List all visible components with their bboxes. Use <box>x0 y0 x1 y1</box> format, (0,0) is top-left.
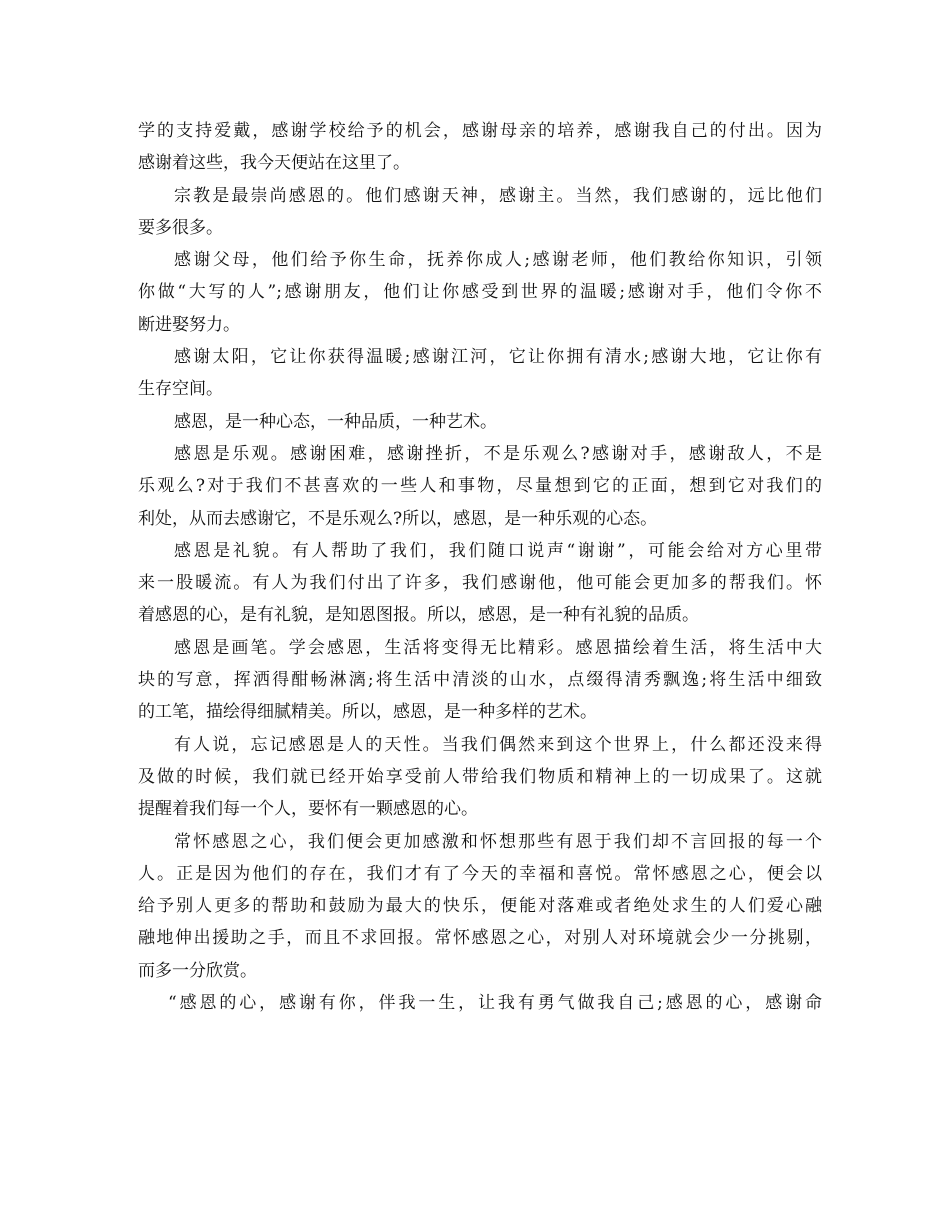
text-line: 有人说，忘记感恩是人的天性。当我们偶然来到这个世界上，什么都还没来得 <box>174 734 822 755</box>
text-line: 的工笔，描绘得细腻精美。所以，感恩，是一种多样的艺术。 <box>138 702 597 723</box>
text-line: 乐观么?对于我们不甚喜欢的一些人和事物，尽量想到它的正面，想到它对我们的 <box>138 476 822 497</box>
text-line: 着感恩的心，是有礼貌，是知恩图报。所以，感恩，是一种有礼貌的品质。 <box>138 605 699 626</box>
text-line: 学的支持爱戴，感谢学校给予的机会，感谢母亲的培养，感谢我自己的付出。因为 <box>138 121 822 141</box>
paragraph <box>138 826 822 987</box>
text-line: 感恩是礼貌。有人帮助了我们，我们随口说声“谢谢”，可能会给对方心里带 <box>174 540 822 561</box>
text-line: 人。正是因为他们的存在，我们才有了今天的幸福和喜悦。常怀感恩之心，便会以 <box>138 863 822 884</box>
paragraph <box>138 438 822 535</box>
text-line: 生存空间。 <box>138 379 223 400</box>
paragraph <box>138 341 822 406</box>
text-line: 给予别人更多的帮助和鼓励为最大的快乐，便能对落难或者绝处求生的人们爱心融 <box>138 896 822 917</box>
text-line: 感恩是画笔。学会感恩，生活将变得无比精彩。感恩描绘着生活，将生活中大 <box>174 637 822 658</box>
text-line: 及做的时候，我们就已经开始享受前人带给我们物质和精神上的一切成果了。这就 <box>138 766 822 787</box>
text-line: 常怀感恩之心，我们便会更加感激和怀想那些有恩于我们却不言回报的每一个 <box>174 831 822 852</box>
text-line: 来一股暖流。有人为我们付出了许多，我们感谢他，他可能会更加多的帮我们。怀 <box>138 573 822 594</box>
body-text <box>138 115 822 1019</box>
paragraph <box>138 535 822 632</box>
paragraph <box>138 244 822 341</box>
text-line: 而多一分欣赏。 <box>138 960 257 981</box>
text-line: “感恩的心，感谢有你，伴我一生，让我有勇气做我自己;感恩的心，感谢命 <box>168 993 822 1014</box>
text-line: 宗教是最崇尚感恩的。他们感谢天神，感谢主。当然，我们感谢的，远比他们 <box>174 185 822 206</box>
text-line: 要多很多。 <box>138 217 223 238</box>
text-line: 利处，从而去感谢它，不是乐观么?所以，感恩，是一种乐观的心态。 <box>138 508 658 529</box>
paragraph <box>138 180 822 245</box>
text-line: 提醒着我们每一个人，要怀有一颗感恩的心。 <box>138 799 478 820</box>
paragraph <box>138 406 822 438</box>
text-line: 融地伸出援助之手，而且不求回报。常怀感恩之心，对别人对环境就会少一分挑剔， <box>138 928 822 949</box>
text-line: 感恩，是一种心态，一种品质，一种艺术。 <box>174 411 497 432</box>
text-line: 你做“大写的人”;感谢朋友，他们让你感受到世界的温暖;感谢对手，他们令你不 <box>138 282 822 303</box>
paragraph <box>138 115 822 180</box>
paragraph <box>138 632 822 729</box>
text-line: 块的写意，挥洒得酣畅淋漓;将生活中清淡的山水，点缀得清秀飘逸;将生活中细致 <box>138 670 822 691</box>
paragraph <box>138 987 822 1019</box>
text-line: 感恩是乐观。感谢困难，感谢挫折，不是乐观么?感谢对手，感谢敌人，不是 <box>174 443 822 464</box>
paragraph <box>138 729 822 826</box>
text-line: 断进娶努力。 <box>138 314 240 335</box>
text-line: 感谢太阳，它让你获得温暖;感谢江河，它让你拥有清水;感谢大地，它让你有 <box>174 347 822 368</box>
text-line: 感谢父母，他们给予你生命，抚养你成人;感谢老师，他们教给你知识，引领 <box>174 250 822 271</box>
text-line: 感谢着这些，我今天便站在这里了。 <box>138 153 410 174</box>
